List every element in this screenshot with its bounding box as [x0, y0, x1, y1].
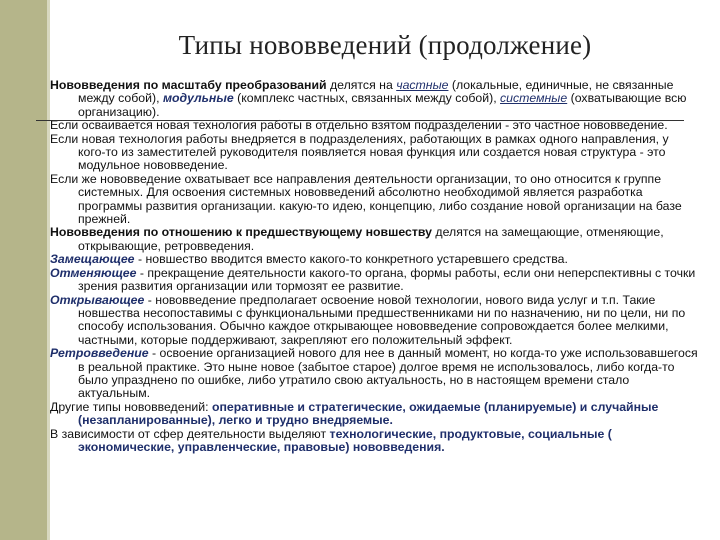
term-retro: Ретровведение	[50, 346, 149, 361]
paragraph-replacing: Замещающее - новшество вводится вместо какого-то конкретного устаревшего средства.	[50, 252, 568, 267]
term-other-types: оперативные и стратегические, ожидаемые (планируемые) и случайные (незапланированные), легко и трудно внедряемые.	[78, 399, 659, 428]
paragraph-other-types: Другие типы нововведений: оперативные и стратегические, ожидаемые (планируемые) и случайные (незапланированные), легко и трудно внедряемые.	[50, 399, 659, 428]
paragraph-retro: Ретровведение - освоение организацией нового для нее в данный момент, но когда-то уже использовавшегося в реальной практике. Это ныне новое (забытое старое) долгое время не использовалось, либо когда-то было упразднено по ошибке, либо утратило свою актуальность, но в настоящем времени стало актуальным.	[50, 346, 698, 401]
term-system: системные	[500, 91, 568, 106]
paragraph-modular-example: Если новая технология работы внедряется в подразделениях, работающих в рамках одного направления, у кого-то из заместителей руководителя появляется новая функция или создается новая структура - это модульное нововведение.	[50, 131, 669, 173]
paragraph-relation: Нововведения по отношению к предшествующему новшеству делятся на замещающие, отменяющие, открывающие, ретровведения.	[50, 225, 664, 253]
term-scale: Нововведения по масштабу преобразований	[50, 78, 327, 92]
paragraph-spheres: В зависимости от сфер деятельности выделяют технологические, продуктовые, социальные ( экономические, управленческие, правовые) нововведения.	[50, 426, 612, 454]
paragraph-system-example: Если же нововведение охватывает все направления деятельности организации, то оно относится к группе системных. Для освоения системных нововведений абсолютно необходимой является разработка программы развития организации. какую-то идею, концепцию, либо создание новой организации на базе прежней.	[50, 171, 682, 227]
term-opening: Открывающее	[50, 292, 145, 307]
paragraph-private-example: Если осваивается новая технология работы в отдельно взятом подразделении - это частное нововведение.	[50, 118, 668, 133]
paragraph-scale: Нововведения по масштабу преобразований делятся на частные (локальные, единичные, не связанные между собой), модульные (комплекс частных, связанных между собой), системные (охватывающие всю организацию).	[50, 78, 687, 119]
term-private: частные	[396, 78, 449, 92]
slide-title: Типы нововведений (продолжение)	[178, 30, 592, 60]
term-modular: модульные	[162, 91, 234, 106]
paragraph-opening: Открывающее - нововведение предполагает освоение новой технологии, нового вида услуг и т.п. Такие новшества несопоставимы с функциональными предшественниками ни по назначению, ни по цели, ни по способу использования. Обычно каждое открывающее нововведение сопровождается более мелкими, частными, которые поддерживают, закрепляют его положительный эффект.	[50, 292, 686, 347]
term-replacing: Замещающее	[50, 252, 135, 267]
term-spheres: технологические, продуктовые, социальные ( экономические, управленческие, правовые) нововведения.	[78, 426, 612, 454]
left-decorative-band	[0, 0, 47, 540]
slide-body	[50, 79, 698, 454]
title-divider-line	[36, 120, 684, 121]
term-cancelling: Отменяющее	[50, 265, 137, 280]
term-relation: Нововведения по отношению к предшествующему новшеству	[50, 225, 432, 240]
paragraph-cancelling: Отменяющее - прекращение деятельности какого-то органа, формы работы, если они неперспективны с точки зрения развития организации или тормозят ее развитие.	[50, 265, 696, 294]
